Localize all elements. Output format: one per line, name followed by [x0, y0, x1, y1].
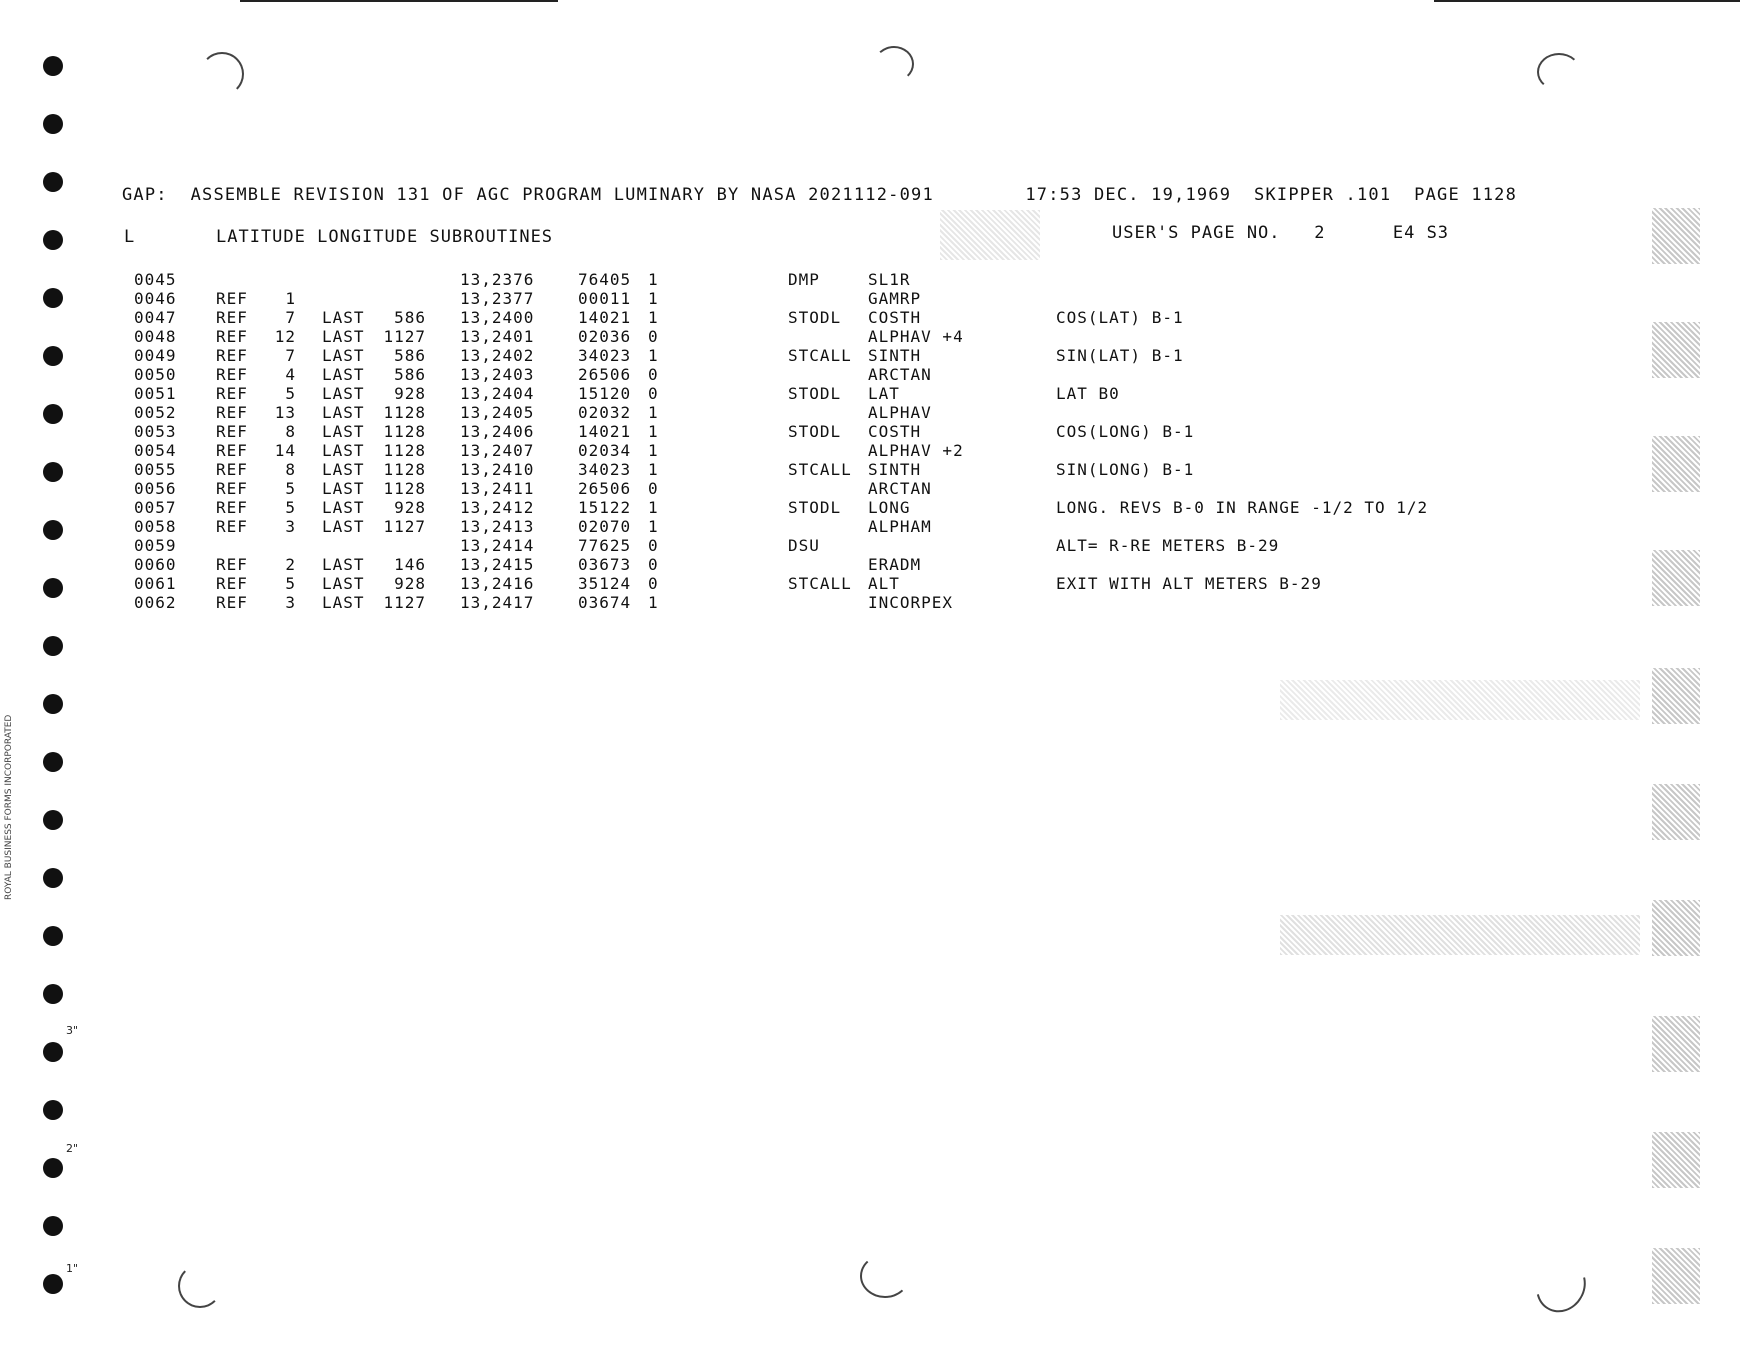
punch-hole	[43, 926, 63, 946]
parity-flag: 0	[648, 479, 659, 498]
scan-noise	[1652, 436, 1700, 492]
octal-word: 77625	[578, 536, 632, 555]
address: 13,2412	[460, 498, 535, 517]
line-number: 0052	[134, 403, 177, 422]
opcode: STCALL	[788, 574, 852, 593]
address: 13,2376	[460, 270, 535, 289]
parity-flag: 0	[648, 536, 659, 555]
subroutine-title: LATITUDE LONGITUDE SUBROUTINES	[216, 227, 554, 247]
opcode: STODL	[788, 498, 842, 517]
last-label: LAST	[322, 422, 365, 441]
parity-flag: 1	[648, 517, 659, 536]
operand: ALPHAV	[868, 403, 932, 422]
ref-label: REF	[216, 289, 248, 308]
ref-count: 2	[285, 555, 296, 574]
line-number: 0062	[134, 593, 177, 612]
octal-word: 02032	[578, 403, 632, 422]
address: 13,2413	[460, 517, 535, 536]
scan-noise	[1652, 208, 1700, 264]
ref-count: 5	[285, 479, 296, 498]
ref-count: 12	[274, 327, 296, 346]
parity-flag: 1	[648, 422, 659, 441]
last-label: LAST	[322, 555, 365, 574]
octal-word: 03673	[578, 555, 632, 574]
ref-count: 3	[285, 517, 296, 536]
operand: ALT	[868, 574, 900, 593]
scan-artifact	[874, 46, 914, 82]
last-page: 1128	[383, 479, 426, 498]
comment: COS(LAT) B-1	[1056, 308, 1184, 327]
comment: LAT B0	[1056, 384, 1120, 403]
operand: COSTH	[868, 308, 922, 327]
line-number: 0057	[134, 498, 177, 517]
parity-flag: 0	[648, 384, 659, 403]
punch-hole	[43, 752, 63, 772]
punch-hole	[43, 1216, 63, 1236]
scan-noise	[940, 210, 1040, 260]
ref-label: REF	[216, 593, 248, 612]
ref-count: 4	[285, 365, 296, 384]
octal-word: 34023	[578, 460, 632, 479]
last-label: LAST	[322, 365, 365, 384]
last-label: LAST	[322, 517, 365, 536]
address: 13,2410	[460, 460, 535, 479]
scan-noise	[1652, 668, 1700, 724]
inch-mark-2: 2"	[66, 1142, 79, 1155]
parity-flag: 1	[648, 460, 659, 479]
ref-count: 8	[285, 422, 296, 441]
opcode: DSU	[788, 536, 820, 555]
print-header: GAP: ASSEMBLE REVISION 131 OF AGC PROGRAM LUMINARY BY NASA 2021112-091 17:53 DEC. 19,1969 SKIPPER .101 PAGE 1128	[122, 185, 1518, 205]
opcode: DMP	[788, 270, 820, 289]
line-number: 0045	[134, 270, 177, 289]
last-label: LAST	[322, 460, 365, 479]
scan-noise	[1652, 1016, 1700, 1072]
punch-hole	[43, 404, 63, 424]
line-number: 0055	[134, 460, 177, 479]
octal-word: 34023	[578, 346, 632, 365]
parity-flag: 0	[648, 327, 659, 346]
parity-flag: 0	[648, 365, 659, 384]
ref-count: 7	[285, 308, 296, 327]
ref-label: REF	[216, 574, 248, 593]
ref-count: 8	[285, 460, 296, 479]
operand: GAMRP	[868, 289, 922, 308]
address: 13,2407	[460, 441, 535, 460]
operand: SINTH	[868, 346, 922, 365]
comment: COS(LONG) B-1	[1056, 422, 1195, 441]
scan-noise	[1652, 900, 1700, 956]
scan-artifact	[860, 1254, 910, 1298]
top-rule-left	[240, 0, 558, 2]
last-page: 1127	[383, 517, 426, 536]
line-number: 0048	[134, 327, 177, 346]
parity-flag: 1	[648, 498, 659, 517]
parity-flag: 1	[648, 270, 659, 289]
scan-noise	[1652, 1248, 1700, 1304]
punch-hole	[43, 984, 63, 1004]
punch-hole	[43, 520, 63, 540]
ref-label: REF	[216, 555, 248, 574]
comment: LONG. REVS B-0 IN RANGE -1/2 TO 1/2	[1056, 498, 1429, 517]
operand: COSTH	[868, 422, 922, 441]
last-label: LAST	[322, 403, 365, 422]
scan-artifact	[1537, 53, 1581, 91]
line-number: 0061	[134, 574, 177, 593]
last-label: LAST	[322, 593, 365, 612]
comment: EXIT WITH ALT METERS B-29	[1056, 574, 1322, 593]
ref-count: 7	[285, 346, 296, 365]
punch-hole	[43, 1158, 63, 1178]
last-label: LAST	[322, 346, 365, 365]
user-page-number: USER'S PAGE NO. 2 E4 S3	[1112, 223, 1450, 243]
opcode: STODL	[788, 384, 842, 403]
last-page: 928	[394, 574, 426, 593]
operand: INCORPEX	[868, 593, 954, 612]
operand: ARCTAN	[868, 365, 932, 384]
last-label: LAST	[322, 479, 365, 498]
inch-mark-1: 1"	[66, 1262, 79, 1275]
line-number: 0053	[134, 422, 177, 441]
address: 13,2417	[460, 593, 535, 612]
last-page: 928	[394, 384, 426, 403]
octal-word: 02034	[578, 441, 632, 460]
ref-count: 14	[274, 441, 296, 460]
opcode: STCALL	[788, 346, 852, 365]
octal-word: 03674	[578, 593, 632, 612]
line-number: 0054	[134, 441, 177, 460]
scan-noise	[1652, 550, 1700, 606]
scan-noise	[1280, 680, 1640, 720]
parity-flag: 0	[648, 555, 659, 574]
parity-flag: 1	[648, 308, 659, 327]
octal-word: 26506	[578, 479, 632, 498]
last-page: 1128	[383, 403, 426, 422]
last-label: LAST	[322, 574, 365, 593]
scan-noise	[1280, 915, 1640, 955]
last-page: 586	[394, 346, 426, 365]
punch-hole	[43, 1100, 63, 1120]
ref-label: REF	[216, 346, 248, 365]
scan-artifact	[1527, 1251, 1596, 1322]
octal-word: 02070	[578, 517, 632, 536]
punch-hole	[43, 114, 63, 134]
line-number: 0058	[134, 517, 177, 536]
last-page: 1127	[383, 327, 426, 346]
octal-word: 35124	[578, 574, 632, 593]
octal-word: 15122	[578, 498, 632, 517]
ref-label: REF	[216, 460, 248, 479]
top-rule-right	[1434, 0, 1740, 2]
operand: ALPHAM	[868, 517, 932, 536]
address: 13,2406	[460, 422, 535, 441]
octal-word: 14021	[578, 422, 632, 441]
punch-hole	[43, 636, 63, 656]
ref-label: REF	[216, 517, 248, 536]
address: 13,2400	[460, 308, 535, 327]
ref-count: 1	[285, 289, 296, 308]
parity-flag: 1	[648, 403, 659, 422]
punch-hole	[43, 172, 63, 192]
address: 13,2401	[460, 327, 535, 346]
octal-word: 00011	[578, 289, 632, 308]
scan-artifact	[200, 52, 244, 96]
punch-hole	[43, 462, 63, 482]
operand: ERADM	[868, 555, 922, 574]
octal-word: 02036	[578, 327, 632, 346]
ref-label: REF	[216, 498, 248, 517]
punch-hole	[43, 810, 63, 830]
last-page: 586	[394, 365, 426, 384]
operand: LAT	[868, 384, 900, 403]
address: 13,2404	[460, 384, 535, 403]
operand: SL1R	[868, 270, 911, 289]
last-label: LAST	[322, 327, 365, 346]
last-page: 1128	[383, 422, 426, 441]
address: 13,2405	[460, 403, 535, 422]
ref-count: 3	[285, 593, 296, 612]
opcode: STODL	[788, 308, 842, 327]
parity-flag: 1	[648, 289, 659, 308]
operand: ARCTAN	[868, 479, 932, 498]
last-label: LAST	[322, 498, 365, 517]
octal-word: 14021	[578, 308, 632, 327]
ref-label: REF	[216, 384, 248, 403]
address: 13,2377	[460, 289, 535, 308]
octal-word: 76405	[578, 270, 632, 289]
comment: SIN(LONG) B-1	[1056, 460, 1195, 479]
last-label: LAST	[322, 441, 365, 460]
line-number: 0051	[134, 384, 177, 403]
address: 13,2416	[460, 574, 535, 593]
last-page: 586	[394, 308, 426, 327]
ref-label: REF	[216, 422, 248, 441]
address: 13,2414	[460, 536, 535, 555]
line-number: 0050	[134, 365, 177, 384]
address: 13,2403	[460, 365, 535, 384]
last-page: 1128	[383, 460, 426, 479]
scan-noise	[1652, 784, 1700, 840]
ref-label: REF	[216, 365, 248, 384]
ref-label: REF	[216, 327, 248, 346]
operand: ALPHAV +2	[868, 441, 964, 460]
line-number: 0049	[134, 346, 177, 365]
address: 13,2411	[460, 479, 535, 498]
ref-count: 5	[285, 498, 296, 517]
punch-hole	[43, 56, 63, 76]
punch-hole	[43, 578, 63, 598]
ref-label: REF	[216, 441, 248, 460]
comment: ALT= R-RE METERS B-29	[1056, 536, 1280, 555]
parity-flag: 1	[648, 441, 659, 460]
punch-hole	[43, 1042, 63, 1062]
last-page: 1127	[383, 593, 426, 612]
operand: LONG	[868, 498, 911, 517]
last-label: LAST	[322, 384, 365, 403]
parity-flag: 1	[648, 593, 659, 612]
parity-flag: 1	[648, 346, 659, 365]
opcode: STODL	[788, 422, 842, 441]
line-number: 0047	[134, 308, 177, 327]
form-maker-imprint: ROYAL BUSINESS FORMS INCORPORATED	[4, 714, 14, 900]
octal-word: 26506	[578, 365, 632, 384]
parity-flag: 0	[648, 574, 659, 593]
address: 13,2415	[460, 555, 535, 574]
punch-hole	[43, 230, 63, 250]
ref-label: REF	[216, 479, 248, 498]
punch-hole	[43, 1274, 63, 1294]
inch-mark-3: 3"	[66, 1024, 79, 1037]
scan-artifact	[178, 1264, 222, 1308]
last-page: 928	[394, 498, 426, 517]
last-page: 1128	[383, 441, 426, 460]
comment: SIN(LAT) B-1	[1056, 346, 1184, 365]
line-number: 0046	[134, 289, 177, 308]
log-section-marker: L	[124, 227, 136, 247]
ref-count: 5	[285, 384, 296, 403]
punch-hole	[43, 868, 63, 888]
last-label: LAST	[322, 308, 365, 327]
punch-hole	[43, 288, 63, 308]
opcode: STCALL	[788, 460, 852, 479]
ref-count: 5	[285, 574, 296, 593]
operand: ALPHAV +4	[868, 327, 964, 346]
ref-count: 13	[274, 403, 296, 422]
ref-label: REF	[216, 308, 248, 327]
scan-noise	[1652, 1132, 1700, 1188]
operand: SINTH	[868, 460, 922, 479]
line-number: 0059	[134, 536, 177, 555]
punch-hole	[43, 346, 63, 366]
punch-hole	[43, 694, 63, 714]
scan-noise	[1652, 322, 1700, 378]
address: 13,2402	[460, 346, 535, 365]
octal-word: 15120	[578, 384, 632, 403]
line-number: 0060	[134, 555, 177, 574]
ref-label: REF	[216, 403, 248, 422]
last-page: 146	[394, 555, 426, 574]
line-number: 0056	[134, 479, 177, 498]
